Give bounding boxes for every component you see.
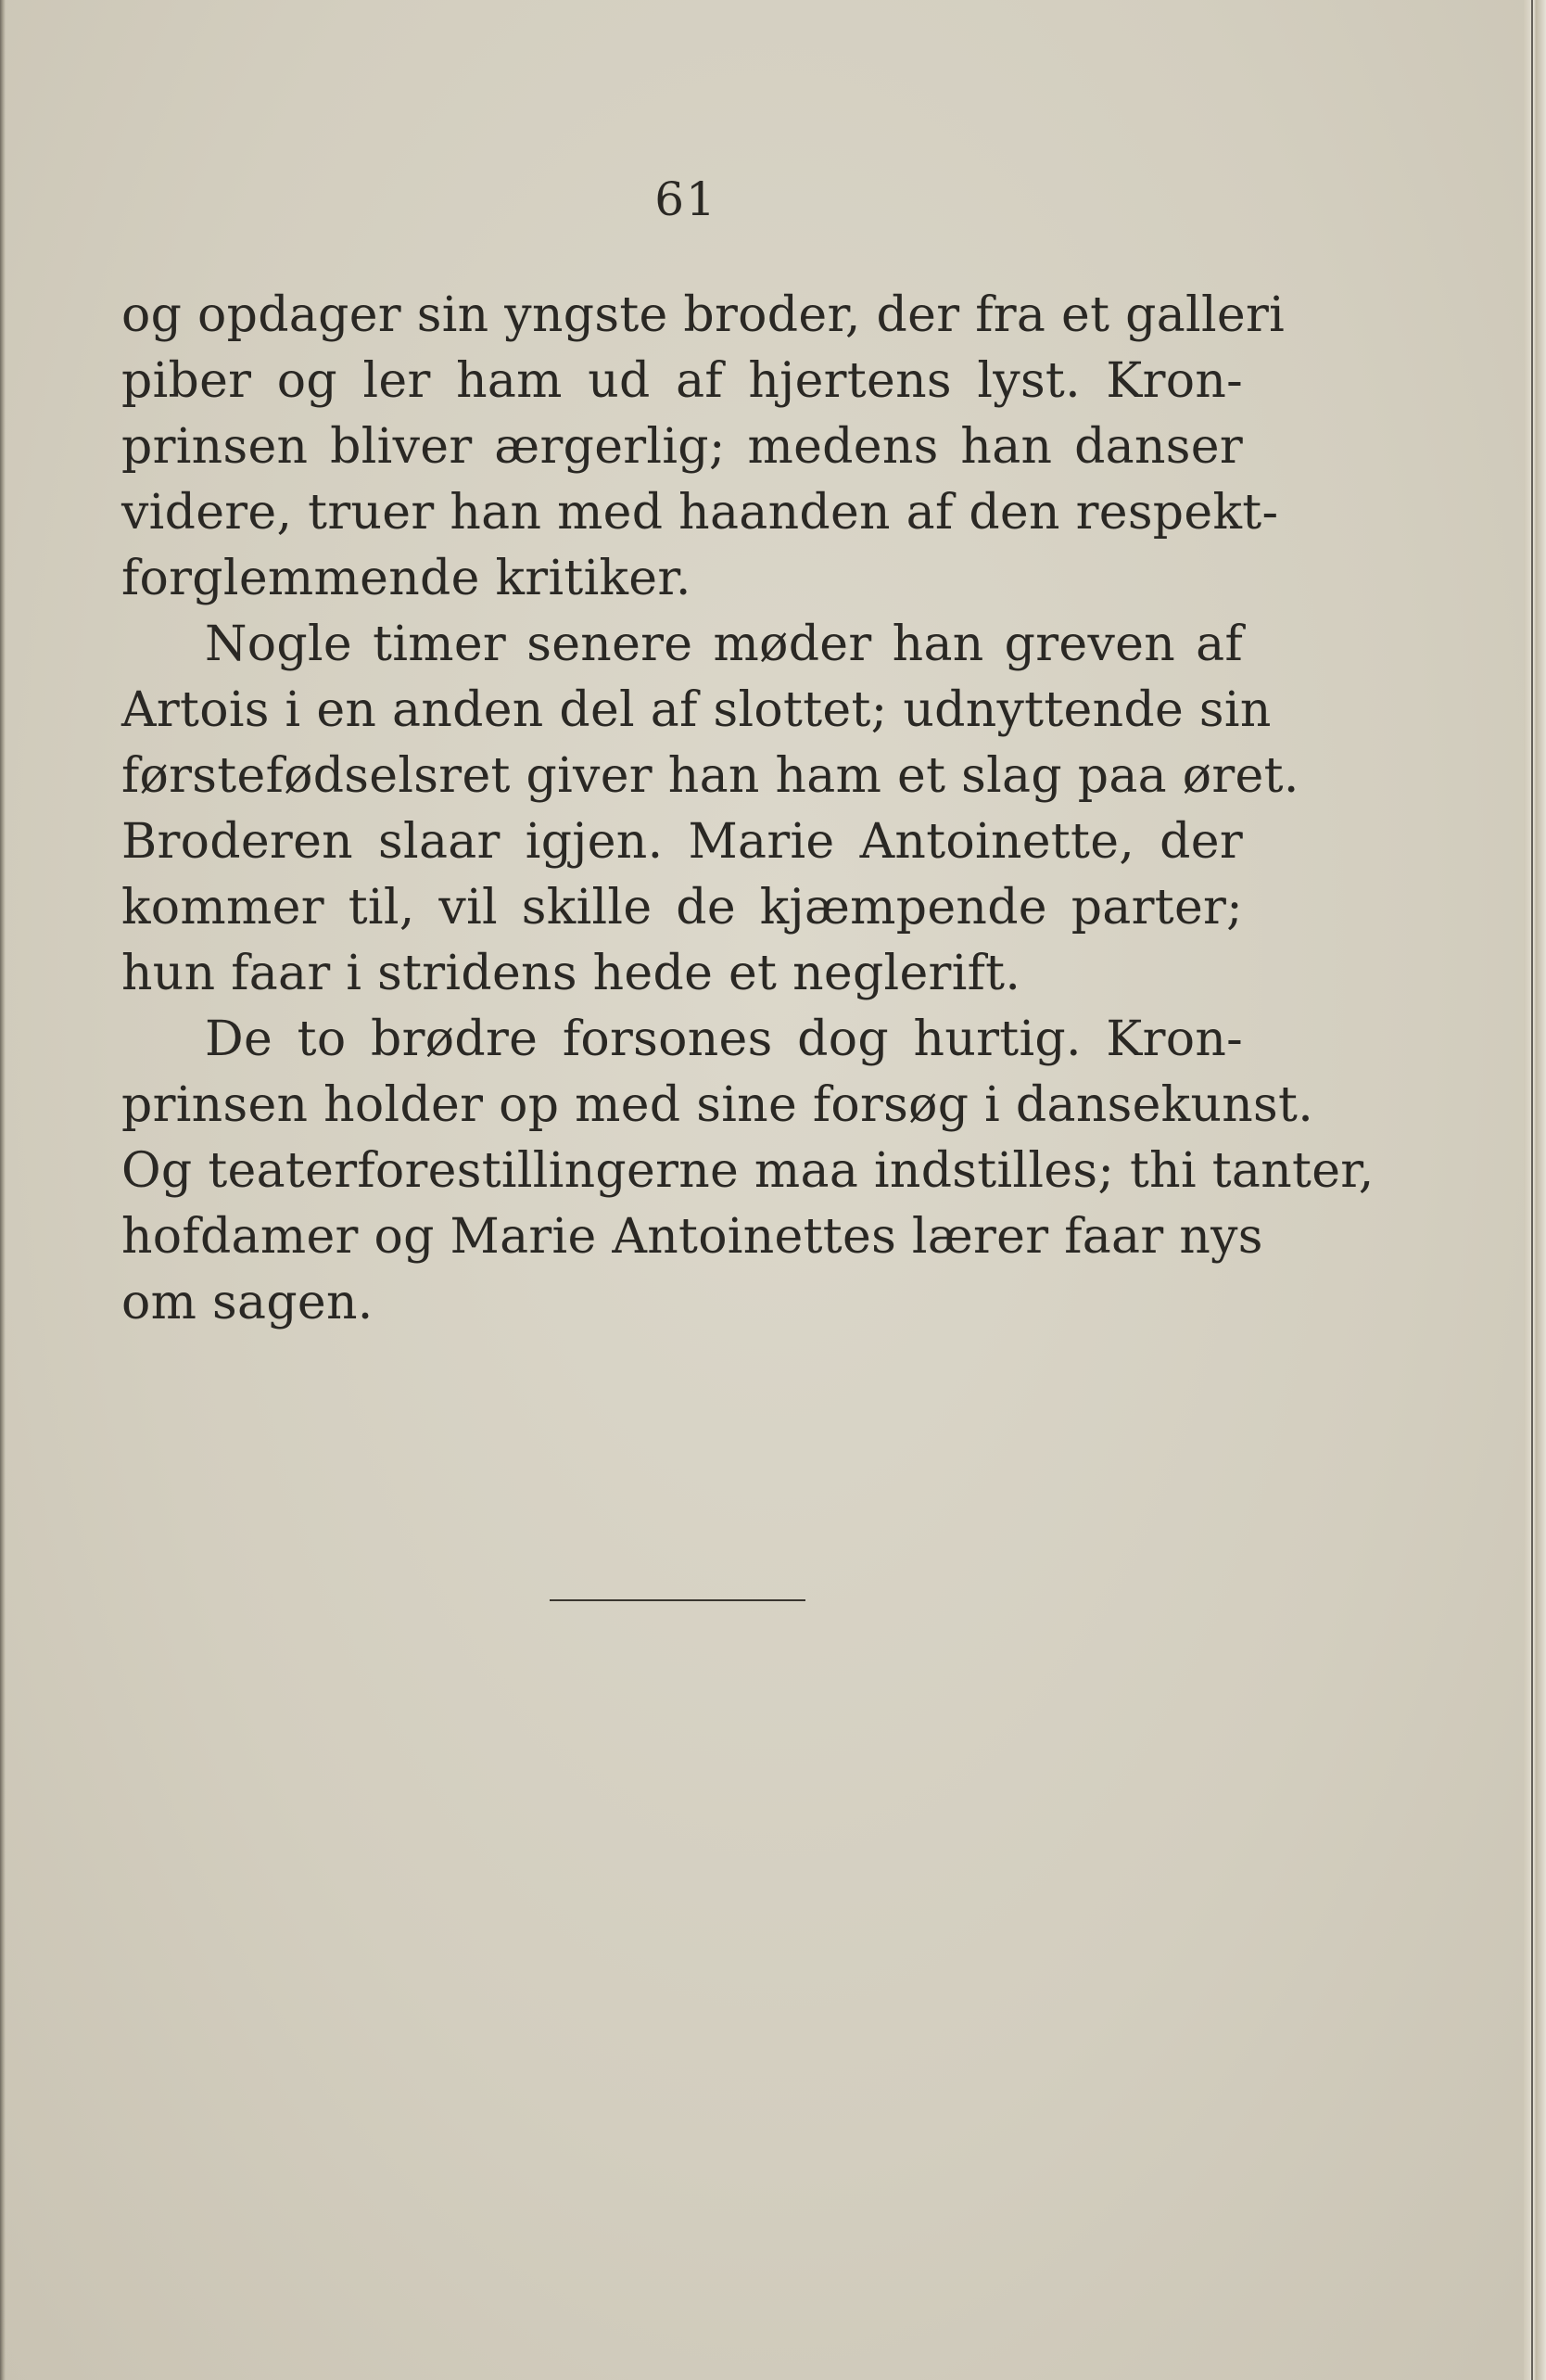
text-line: førstefødselsret giver han ham et slag paa øret. [121,748,1299,804]
text-line: De to brødre forsones dog hurtig. Kron- [205,1012,1243,1067]
text-line: om sagen. [121,1275,374,1330]
text-line: Og teaterforestillingerne maa indstilles; thi tanter, [121,1143,1375,1199]
text-line: Nogle timer senere møder han greven af [205,617,1243,672]
page-right-edge [1524,0,1546,2380]
text-line: hofdamer og Marie Antoinettes lærer faar nys [121,1209,1263,1265]
text-line: kommer til, vil skille de kjæmpende parter; [121,880,1243,935]
text-line: prinsen holder op med sine forsøg i dansekunst. [121,1077,1314,1133]
page-number: 61 [654,172,717,226]
body-text [121,283,1375,1336]
text-line: piber og ler ham ud af hjertens lyst. Kron- [121,353,1243,409]
page-left-edge [0,0,6,2380]
end-rule [550,1599,805,1601]
text-line: prinsen bliver ærgerlig; medens han danser [121,419,1243,475]
text-line: hun faar i stridens hede et neglerift. [121,946,1021,1001]
text-line: forglemmende kritiker. [121,551,691,606]
text-line: videre, truer han med haanden af den respekt- [121,485,1279,541]
text-line: og opdager sin yngste broder, der fra et galleri [121,287,1286,343]
text-line: Broderen slaar igjen. Marie Antoinette, der [121,814,1243,870]
text-line: Artois i en anden del af slottet; udnyttende sin [121,682,1272,738]
